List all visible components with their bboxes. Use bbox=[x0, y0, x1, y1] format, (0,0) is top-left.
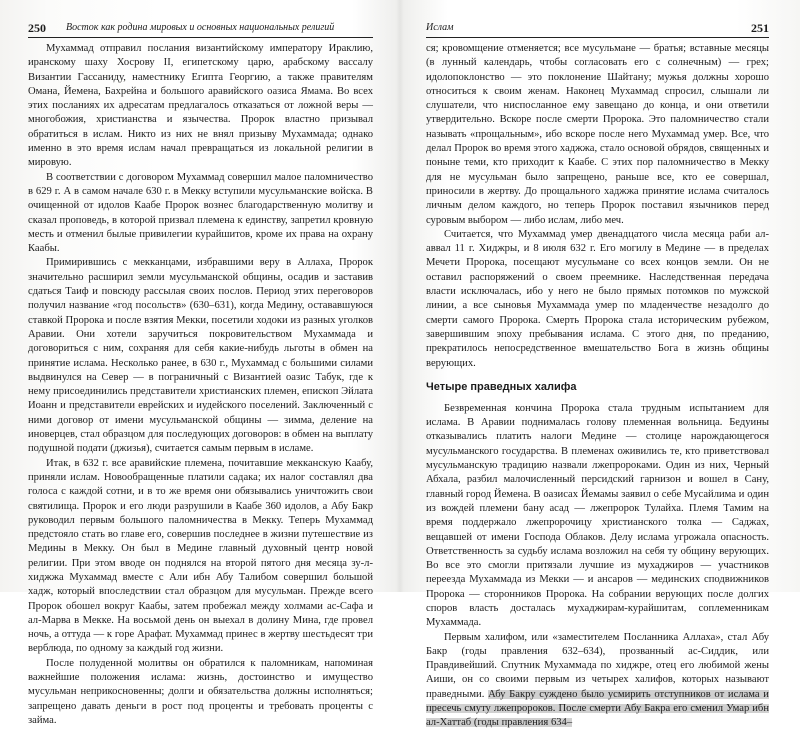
highlighted-text: Абу Бакру суждено было усмирить отступников от ислама и пресечь смуту лжепророков. После смерти Абу Бакра его сменил Умар ибн ал-Хаттаб (годы правления 634– bbox=[426, 688, 769, 729]
left-page-header bbox=[28, 19, 373, 38]
page-number-right: 251 bbox=[751, 21, 769, 35]
paragraph: Безвременная кончина Пророка стала трудным испытанием для ислама. В Аравии поднималась голову племенная вольница. Бедуины отказывались платить налоги Медине — столице нарождающегося мусульманского государства. В племенах оживились те, кто приветствовал мусульманскую традицию назвали лжепророками. Один из них, Черный Абхала, разбил малочисленный персидский гарнизон и вошел в Сану, главный город Йемена. В оазисах Йемамы заявил о себе Мусайлима и один из вождей племени бану асад — лжепророк Тулайха. Племя Тамим на время поддержало лжепророчицу христианского толка — Саджах, вещавшей от имени Господа Облаков. Делу ислама угрожала опасность. Ответственность за судьбу ислама возложил на себя ту общину верующих. Во все это смогли притязали лучшие из мухаджиров — участников переезда Мухаммада из Мекки — и ансаров — мединских сподвижников Пророка — сторонников Пророка. На собрании верующих после долгих споров власть досталась мухаджирам-курайшитам, соплеменникам Мухаммада. bbox=[426, 402, 769, 629]
paragraph: Примирившись с мекканцами, избравшими веру в Аллаха, Пророк значительно расширил земли мусульманской общины, осадив и заставив сдаться Таиф и повсюду рассылая своих послов. Период этих переговоров получил название «год посольств» (630–631), когда Медину, остававшуюся ставкой Пророка и после взятия Мекки, посетили ходоки из разных уголков Аравии. Они хотели заручиться покровительством Мухаммада и договориться с ним, сохраняя для себя какие-нибудь льготы в обмен на принятие ислама. Несколько ранее, в 630 г., Мухаммад с большими силами выдвинулся на Север — в пограничный с Византией оазис Табук, где к нему присоединились представители христианских племен, епископ Эйлата Иоанн и представители еврейских и иудейского поселений. Заключенный с ними договор от имени мусульманской общины — зимма, деление на иноверцев, стал образцом для последующих договоров: в обмен на выплату подушной подати (джизья), считается самым первым в исламе. bbox=[28, 257, 373, 455]
page-number-left: 250 bbox=[28, 21, 46, 35]
paragraph: Считается, что Мухаммад умер двенадцатого числа месяца раби ал-аввал 11 г. Хиджры, и 8 июля 632 г. Его могилу в Медине — в пределах Мечети Пророка, посещают мусульмане со всех концов земли. Он не оставил распоряжений о своем преемнике. Наследственная передача власти исключалась, ибо у него не было прямых потомков по мужской линии, а все сыновья Мухаммада умер по младенчестве незадолго до смерти самого Пророка. Смерть Пророка стала историческим рубежом, завершившим эпоху пребывания ислама. С этого дня, по преданию, прекратилось непосредственное вмешательство Бога в жизнь общины верующих. bbox=[426, 228, 769, 369]
running-title-right: Ислам bbox=[426, 22, 454, 33]
right-page-header bbox=[426, 19, 769, 38]
paragraph: После полуденной молитвы он обратился к паломникам, напоминая важнейшие положения ислама: жизнь, достоинство и имущество мусульман неприкосновенны; долги и обязательства должны исполняться; запрещено давать деньги в рост под проценты и требовать проценты с займа. bbox=[28, 657, 373, 726]
section-heading: Четыре праведных халифа bbox=[426, 380, 577, 393]
left-page-body bbox=[28, 42, 373, 728]
running-title-left: Восток как родина мировых и основных национальных религий bbox=[66, 22, 335, 33]
paragraph: В соответствии с договором Мухаммад совершил малое паломничество в 629 г. А в самом начале 630 г. в Мекку вступили мусульманские войска. В очищенной от идолов Каабе Пророк вознес благодарственную молитву и сказал проповедь, в которой призвал племена к единству, запретил кровную месть и отменил былые привилегии курайшитов, кроме их права на охрану Каабы. bbox=[28, 171, 373, 255]
right-page bbox=[426, 0, 769, 729]
caliph-paragraph bbox=[426, 631, 769, 731]
paragraph: ся; кровомщение отменяется; все мусульмане — братья; вставные месяцы (в лунный календарь, чтобы согласовать его с солнечным) — грех; идолопоклонство — это поклонение Шайтану; мужья должны хорошо относиться к своим женам. Наконец Мухаммад спросил, слышали ли слушатели, что ниспосланное ему завещано до конца, и они ответили утвердительно. Вскоре после смерти Пророка. Это паломничество стали называть «прощальным», ибо вскоре после него Мухаммад умер. Все, что делал Пророк во время этого хаджжа, стало основой обрядов, священных и поныне теми, кто приходит к Каабе. С этих пор паломничество в Мекку для не мусульман было запрещено, раньше все, кто ее совершал, приносили в жертву. До прощального хаджжа принятие ислама считалось личным делом каждого, но теперь Пророк поставил язычников перед суровым выбором — либо ислам, либо меч. bbox=[426, 43, 769, 226]
right-page-body bbox=[426, 42, 769, 731]
paragraph: Мухаммад отправил послания византийскому императору Ираклию, иранскому шаху Хосрову II, египетскому царю, арабскому вассалу Византии Гассаниду, наместнику Египта Георгию, а также правителям Омана, Йемена, Бахрейна и большого аравийского оазиса Ямама. Во всех этих посланиях их адресатам предлагалось отказаться от ложной веры — многобожия, христианства и язычества. Пророк властно призывал обратиться в ислам. Никто из них не внял призыву Мухаммада; однако именно в это время ислам начал превращаться из локальной религии в мировую. bbox=[28, 43, 373, 169]
left-page bbox=[28, 0, 373, 726]
paragraph-text: Первым халифом, или «заместителем Посланника Аллаха», стал Абу Бакр (годы правления 632–634), прозванный ас-Сиддик, или Правдивейший. Спутник Мухаммада по хиджре, отец его любимой жены Аиши, он со своими первым из четырех халифов, которых называют праведными. bbox=[426, 631, 769, 700]
paragraph: Итак, в 632 г. все аравийские племена, почитавшие мекканскую Каабу, приняли ислам. Новообращенные платили садака; их налог составлял два голоса с каждой сотни, и в то же время они обязывались уничтожить свои святилища. Пророк и его люди разрушили в Каабе 360 идолов, а Абу Бакр руководил первым большого паломничества в Мекку. Теперь Мухаммад предстояло стать во главе его, совершив последнее в жизни путешествие из Медины в Мекку. Он был в Медине главный духовный центр новой религии. При этом вводе он поднялся на второй пятого дня месяца зу-л-хиджжа Мухаммад вместе с Али ибн Абу Талибом совершил большой хадж, который впоследствии стал образцом для мусульман. Прежде всего Пророк обошел вокруг Каабы, затем пробежал между холмами ас-Сафа и ал-Марва в Мекке. На восьмой день он выехал в долину Мина, где провел ночь, а оттуда — к горе Арафат. Мухаммад принес в жертву шестьдесят три верблюда, по одному за каждый год жизни. bbox=[28, 457, 373, 655]
